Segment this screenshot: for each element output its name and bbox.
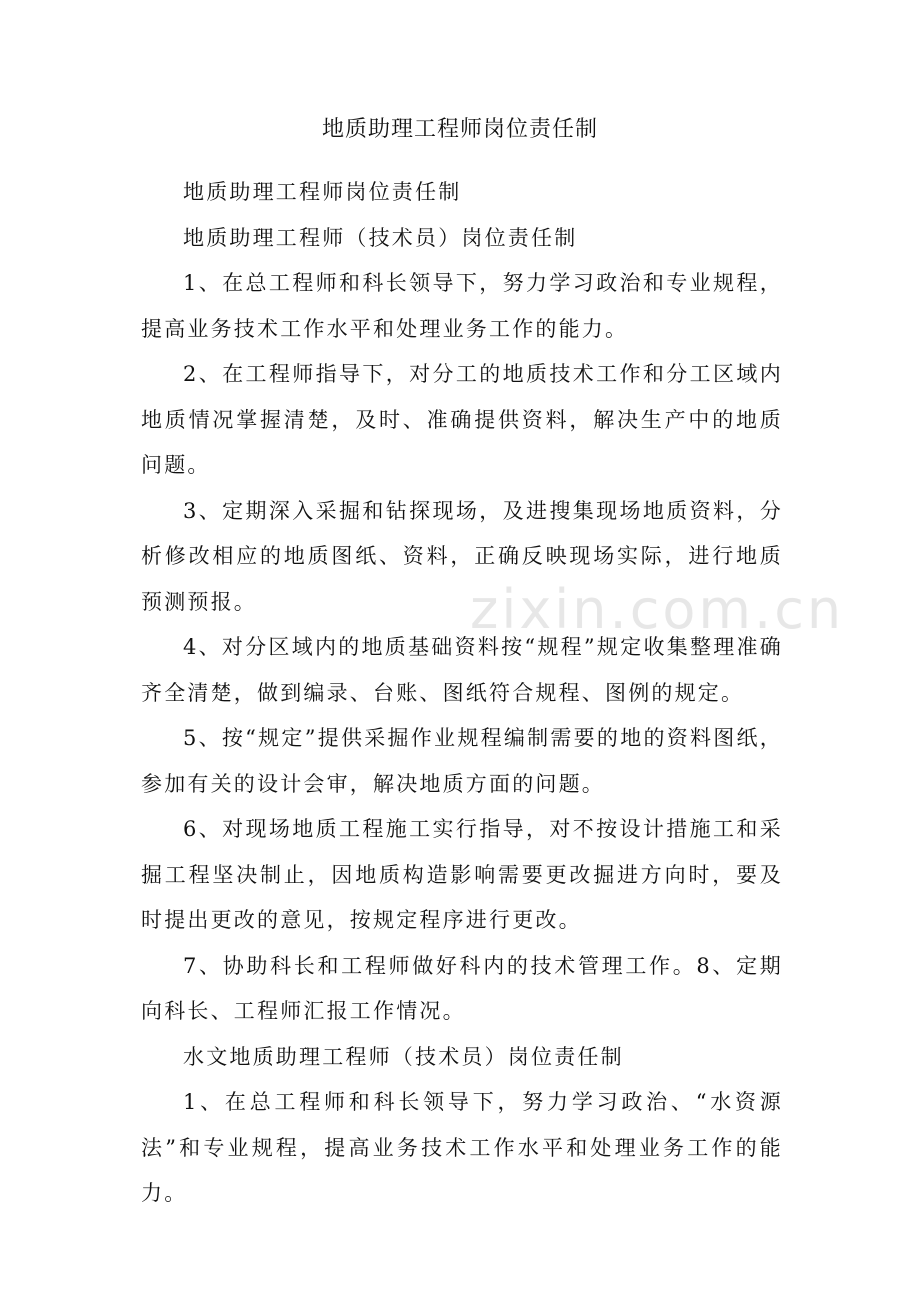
document-title: 地质助理工程师岗位责任制 xyxy=(321,117,598,142)
paragraph-item-1: 1、在总工程师和科长领导下，努力学习政治和专业规程，提高业务技术工作水平和处理业务工作的能力。 xyxy=(141,271,783,341)
paragraph-section-heading: 地质助理工程师（技术员）岗位责任制 xyxy=(183,225,578,250)
paragraph-item-7-8: 7、协助科长和工程师做好科内的技术管理工作。8、定期向科长、工程师汇报工作情况。 xyxy=(141,953,783,1023)
paragraph-item-2: 2、在工程师指导下，对分工的地质技术工作和分工区域内地质情况掌握清楚，及时、准确提供资料，解决生产中的地质问题。 xyxy=(141,362,783,477)
paragraph-section-heading-hydro: 水文地质助理工程师（技术员）岗位责任制 xyxy=(183,1044,624,1069)
paragraph-item-3: 3、定期深入采掘和钻探现场，及进搜集现场地质资料，分析修改相应的地质图纸、资料，正确反映现场实际，进行地质预测预报。 xyxy=(141,498,783,614)
watermark: zixin.com.cn xyxy=(470,578,845,641)
paragraph-item-4: 4、对分区域内的地质基础资料按“规程”规定收集整理准确齐全清楚，做到编录、台账、图纸符合规程、图例的规定。 xyxy=(141,635,783,705)
paragraph-item-6: 6、对现场地质工程施工实行指导，对不按设计措施工和采掘工程坚决制止，因地质构造影响需要更改掘进方向时，要及时提出更改的意见，按规定程序进行更改。 xyxy=(141,817,783,932)
paragraph-hydro-item-1: 1、在总工程师和科长领导下，努力学习政治、“水资源法”和专业规程，提高业务技术工作水平和处理业务工作的能力。 xyxy=(141,1090,783,1205)
document-body xyxy=(141,170,783,1217)
paragraph-subtitle: 地质助理工程师岗位责任制 xyxy=(183,180,462,204)
paragraph-item-5: 5、按“规定”提供采掘作业规程编制需要的地的资料图纸，参加有关的设计会审，解决地质方面的问题。 xyxy=(141,726,783,796)
